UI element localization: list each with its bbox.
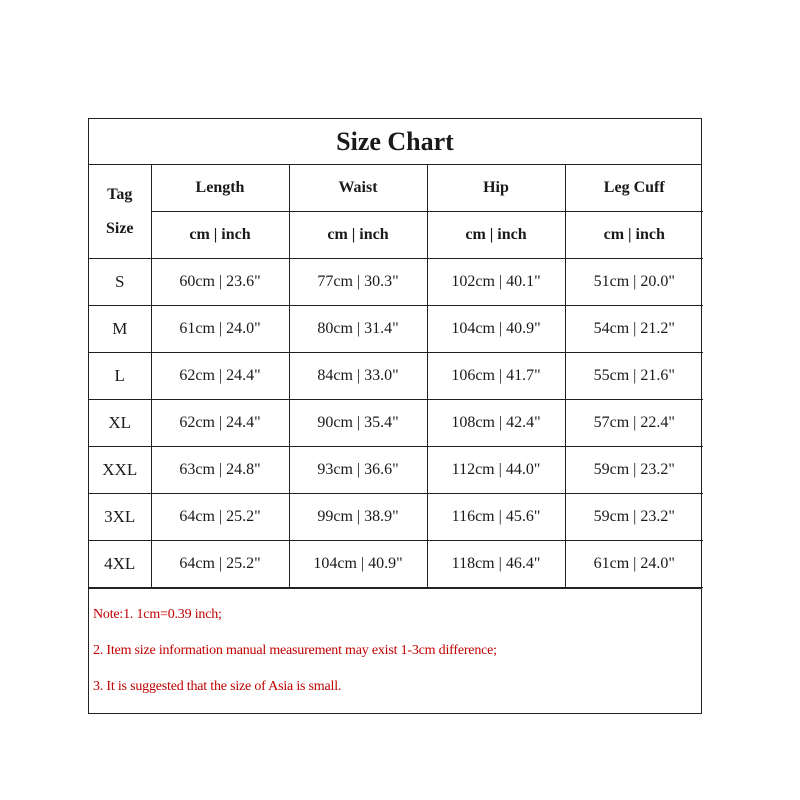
- size-cell: S: [89, 259, 151, 306]
- table-row: [89, 400, 703, 447]
- leg-cuff-cell: 59cm | 23.2": [565, 494, 703, 541]
- leg-cuff-cell: 51cm | 20.0": [565, 259, 703, 306]
- unit-label: cm | inch: [565, 212, 703, 259]
- column-header-hip: Hip: [427, 165, 565, 212]
- size-cell: XXL: [89, 447, 151, 494]
- table-row: [89, 259, 703, 306]
- waist-cell: 77cm | 30.3": [289, 259, 427, 306]
- length-cell: 64cm | 25.2": [151, 494, 289, 541]
- tag-size-line1: Tag: [107, 185, 133, 203]
- size-cell: L: [89, 353, 151, 400]
- leg-cuff-cell: 55cm | 21.6": [565, 353, 703, 400]
- leg-cuff-cell: 57cm | 22.4": [565, 400, 703, 447]
- waist-cell: 99cm | 38.9": [289, 494, 427, 541]
- size-cell: M: [89, 306, 151, 353]
- column-header-leg-cuff: Leg Cuff: [565, 165, 703, 212]
- table-row: [89, 306, 703, 353]
- waist-cell: 80cm | 31.4": [289, 306, 427, 353]
- notes-section: [89, 588, 701, 695]
- length-cell: 60cm | 23.6": [151, 259, 289, 306]
- table-row: [89, 353, 703, 400]
- column-header-waist: Waist: [289, 165, 427, 212]
- hip-cell: 116cm | 45.6": [427, 494, 565, 541]
- leg-cuff-cell: 54cm | 21.2": [565, 306, 703, 353]
- unit-label: cm | inch: [427, 212, 565, 259]
- length-cell: 63cm | 24.8": [151, 447, 289, 494]
- unit-label: cm | inch: [289, 212, 427, 259]
- tag-size-header: [89, 165, 151, 259]
- waist-cell: 90cm | 35.4": [289, 400, 427, 447]
- waist-cell: 93cm | 36.6": [289, 447, 427, 494]
- size-cell: 3XL: [89, 494, 151, 541]
- size-cell: 4XL: [89, 541, 151, 588]
- size-cell: XL: [89, 400, 151, 447]
- hip-cell: 102cm | 40.1": [427, 259, 565, 306]
- hip-cell: 112cm | 44.0": [427, 447, 565, 494]
- length-cell: 62cm | 24.4": [151, 400, 289, 447]
- size-chart: [88, 118, 702, 714]
- note-2: 2. Item size information manual measurement may exist 1-3cm difference;: [93, 643, 497, 658]
- unit-row: [89, 212, 703, 259]
- size-table: [89, 165, 703, 588]
- unit-label: cm | inch: [151, 212, 289, 259]
- length-cell: 64cm | 25.2": [151, 541, 289, 588]
- table-row: [89, 541, 703, 588]
- waist-cell: 84cm | 33.0": [289, 353, 427, 400]
- waist-cell: 104cm | 40.9": [289, 541, 427, 588]
- hip-cell: 104cm | 40.9": [427, 306, 565, 353]
- hip-cell: 106cm | 41.7": [427, 353, 565, 400]
- note-1: Note:1. 1cm=0.39 inch;: [93, 607, 222, 622]
- hip-cell: 118cm | 46.4": [427, 541, 565, 588]
- chart-title: Size Chart: [89, 119, 701, 165]
- hip-cell: 108cm | 42.4": [427, 400, 565, 447]
- note-3: 3. It is suggested that the size of Asia is small.: [93, 679, 342, 694]
- tag-size-line2: Size: [105, 219, 134, 237]
- table-row: [89, 447, 703, 494]
- column-header-length: Length: [151, 165, 289, 212]
- length-cell: 61cm | 24.0": [151, 306, 289, 353]
- leg-cuff-cell: 59cm | 23.2": [565, 447, 703, 494]
- leg-cuff-cell: 61cm | 24.0": [565, 541, 703, 588]
- length-cell: 62cm | 24.4": [151, 353, 289, 400]
- table-row: [89, 494, 703, 541]
- header-row: [89, 165, 703, 212]
